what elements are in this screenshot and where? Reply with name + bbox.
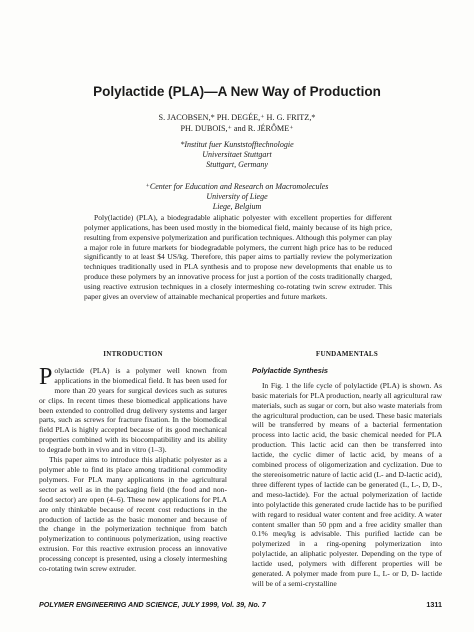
column-right [252, 350, 442, 589]
affiliation-line: Stuttgart, Germany [206, 160, 268, 169]
introduction-paragraph-2: This paper aims to introduce this aliphatic polyester as a polymer able to find its place among traditional commodity polymers. For PLA many applications in the agricultural sector as well as in the packaging field (the food and non-food sector) are open (4–6). These new applications for PLA are only thinkable because of recent cost reductions in the production of lactide as the basic monomer and because of the change in the polymerization technique from batch polymerization to continuous polymerization, using reactive extrusion. For this reactive extrusion process an innovative processing concept is presented, using a closely intermeshing co-rotating twin screw extruder. [39, 455, 227, 574]
column-left [39, 350, 227, 574]
introduction-paragraph-1 [39, 363, 227, 455]
affiliation-stuttgart [0, 140, 474, 170]
affiliation-line: University of Liege [206, 192, 268, 201]
section-heading-fundamentals: FUNDAMENTALS [315, 350, 379, 358]
affiliation-liege [0, 182, 474, 212]
abstract-text: Poly(lactide) (PLA), a biodegradable aliphatic polyester with excellent properties for different polymer applications, has been used mostly in the biomedical field, mainly because of its high price, resulting from expensive polymerization and purification techniques. Although this polymer can play a major role in future markets for biodegradable polymers, the current high price has to be reduced significantly to at least $4 US/kg. Therefore, this paper aims to partially review the polymerization techniques traditionally used in PLA synthesis and to propose new developments that enable us to produce these polymers by an innovative process for just a portion of the costs traditionally charged, using reactive extrusion techniques in a closely intermeshing co-rotating twin screw extruder. This paper gives an overview of attainable mechanical properties and future markets. [84, 213, 392, 301]
abstract [84, 213, 392, 302]
affiliation-line: Liege, Belgium [212, 202, 262, 211]
subsection-heading: Polylactide Synthesis [252, 365, 328, 375]
page-number: 1311 [426, 600, 442, 609]
page-footer [39, 600, 442, 609]
affiliation-line: ⁺Center for Education and Research on Macromolecules [145, 182, 329, 191]
fundamentals-paragraph-1: In Fig. 1 the life cycle of polylactide (PLA) is shown. As basic materials for PLA production, nearly all agricultural raw materials, such as sugar or corn, but also waste materials from the agricultural production, can be used. These basic materials will be transferred by means of a bacterial fermentation process into lactic acid, the basic chemical needed for PLA production. This lactic acid can then be transferred into lactide, the cyclic dimer of lactic acid, by means of a combined process of oligomerization and cyclization. Due to the stereoisometric nature of lactic acid (L- and D-lactic acid), three different types of lactide can be generated (L, L-, D, D-, and meso-lactide). For the actual polymerization of lactide into polylactide this generated crude lactide has to be purified with regard to residual water content and free acidity. A water content smaller than 50 ppm and a free acidity smaller than 0.1% meq/kg is advisable. This purified lactide can be polymerized in a ring-opening polymerization into polylactide, an aliphatic polyester. Depending on the type of lactide used, polymers with different properties will be generated. A polymer made from pure L, L- or D, D- lactide will be of a semi-crystalline [252, 380, 442, 588]
author-line-1: S. JACOBSEN,* PH. DEGÉE,⁺ H. G. FRITZ,* [158, 113, 316, 122]
drop-cap: P [39, 363, 53, 390]
affiliation-line: Universitaet Stuttgart [202, 150, 272, 159]
introduction-paragraph-1-text: olylactide (PLA) is a polymer well known from applications in the biomedical field. It has been used for more than 20 years for surgical devices such as sutures or clips. In recent times these biomedical applications have been extended to controlled drug delivery systems and larger parts, such as screws for fracture fixation. In the biomedical field PLA is highly accepted because of its good mechanical properties combined with its biocompatibility and its ability to degrade both in vivo and in vitro (1–3). [39, 365, 227, 455]
affiliation-line: *Institut fuer Kunststofftechnologie [180, 140, 294, 149]
journal-citation: POLYMER ENGINEERING AND SCIENCE, JULY 1999, Vol. 39, No. 7 [39, 600, 266, 609]
paper-title: Polylactide (PLA)—A New Way of Production [93, 84, 381, 99]
author-list [0, 112, 474, 134]
section-heading-introduction: INTRODUCTION [103, 350, 163, 358]
author-line-2: PH. DUBOIS,⁺ and R. JÉRÔME⁺ [180, 124, 294, 133]
